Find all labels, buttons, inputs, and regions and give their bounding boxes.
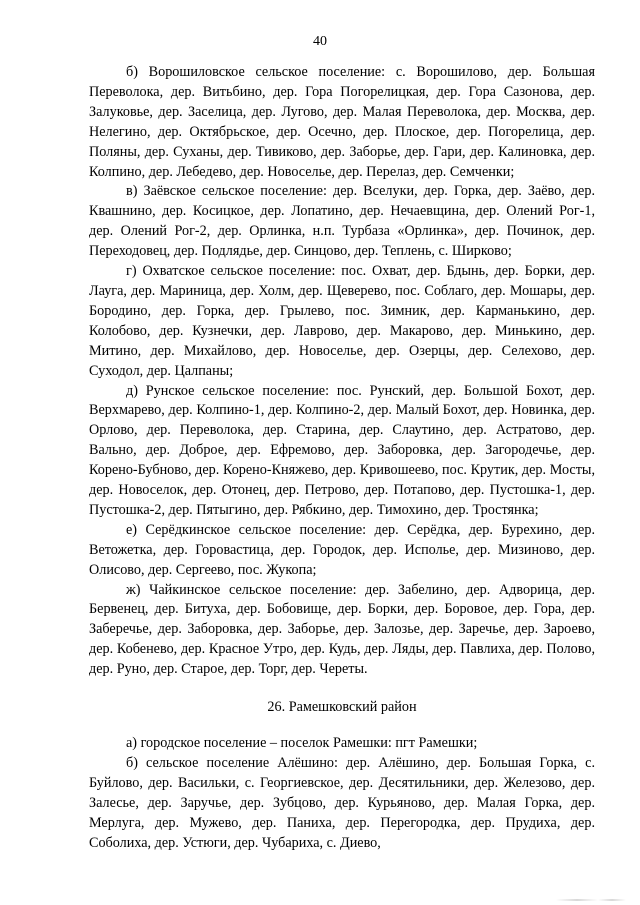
paragraph-voroshilovskoe: б) Ворошиловское сельское поселение: с. Ворошилово, дер. Большая Переволока, дер. Витьбино, дер. Гора Погорелицкая, дер. Гора Сазонова, дер. Залуковье, дер. Заселица, дер. Лугово, дер. Малая Переволока, дер. Москва, дер. Нелегино, дер. Октябрьское, дер. Осечно, дер. Плоское, дер. Погорелица, дер. Поляны, дер. Суханы, дер. Тивиково, дер. Заборье, дер. Гари, дер. Калиновка, дер. Колпино, дер. Лебедево, дер. Новоселье, дер. Перелаз, дер. Семченки;	[89, 64, 595, 180]
paragraph-chaykinskoe: ж) Чайкинское сельское поселение: дер. Забелино, дер. Адворица, дер. Бервенец, дер. Битуха, дер. Бобовище, дер. Борки, дер. Боровое, дер. Гора, дер. Заберечье, дер. Заборовка, дер. Заборье, дер. Залозье, дер. Заречье, дер. Зароево, дер. Кобенево, дер. Красное Утро, дер. Кудь, дер. Ляды, дер. Павлиха, дер. Полово, дер. Руно, дер. Старое, дер. Торг, дер. Череты.	[89, 581, 595, 678]
paragraph-runskoe: д) Рунское сельское поселение: пос. Рунский, дер. Большой Бохот, дер. Верхмарево, дер. Колпино-1, дер. Колпино-2, дер. Малый Бохот, дер. Новинка, дер. Орлово, дер. Переволока, дер. Старина, дер. Слаутино, дер. Астратово, дер. Вально, дер. Доброе, дер. Ефремово, дер. Заборовка, дер. Загородечье, дер. Корено-Бубново, дер. Корено-Княжево, дер. Кривошеево, пос. Крутик, дер. Мосты, дер. Новоселок, дер. Отонец, дер. Петрово, дер. Потапово, дер. Пустошка-1, дер. Пустошка-2, дер. Пятыгино, дер. Рябкино, дер. Тимохино, дер. Тростянка;	[89, 382, 595, 518]
section-heading: 26. Рамешковский район	[267, 699, 417, 716]
document-body	[89, 63, 595, 853]
scan-artifact	[556, 899, 626, 901]
paragraph-rameshki-urban: а) городское поселение – поселок Рамешки: пгт Рамешки;	[126, 735, 478, 751]
paragraph-zaevskoe: в) Заёвское сельское поселение: дер. Вселуки, дер. Горка, дер. Заёво, дер. Квашнино, дер. Косицкое, дер. Лопатино, дер. Нечаевщина, дер. Олений Рог-1, дер. Олений Рог-2, дер. Орлинка, н.п. Турбаза «Орлинка», дер. Починок, дер. Переходовец, дер. Подлядье, дер. Синцово, дер. Теплень, с. Ширково;	[89, 183, 595, 260]
paragraph-okhvatskoe: г) Охватское сельское поселение: пос. Охват, дер. Бдынь, дер. Борки, дер. Лауга, дер. Мариница, дер. Холм, дер. Щеверево, пос. Соблаго, дер. Мошары, дер. Бородино, дер. Горка, дер. Грылево, пос. Зимник, дер. Карманькино, дер. Колобово, дер. Кузнечки, дер. Лаврово, дер. Макарово, дер. Минькино, дер. Митино, дер. Михайлово, дер. Новоселье, дер. Озерцы, дер. Селехово, дер. Суходол, дер. Цалпаны;	[89, 263, 595, 379]
paragraph-seredkinskoe: е) Серёдкинское сельское поселение: дер. Серёдка, дер. Бурехино, дер. Ветожетка, дер. Горовастица, дер. Городок, дер. Исполье, дер. Мизиново, дер. Олисово, дер. Сергеево, пос. Жукопа;	[89, 521, 595, 578]
page-number: 40	[313, 34, 327, 49]
paragraph-aleshino: б) сельское поселение Алёшино: дер. Алёшино, дер. Большая Горка, с. Буйлово, дер. Васильки, с. Георгиевское, дер. Десятильники, дер. Железово, дер. Залесье, дер. Заручье, дер. Зубцово, дер. Курьяново, дер. Малая Горка, дер. Мерлуга, дер. Мужево, дер. Паниха, дер. Перегородка, дер. Прудиха, дер. Соболиха, дер. Устюги, дер. Чубариха, с. Диево,	[89, 754, 595, 851]
